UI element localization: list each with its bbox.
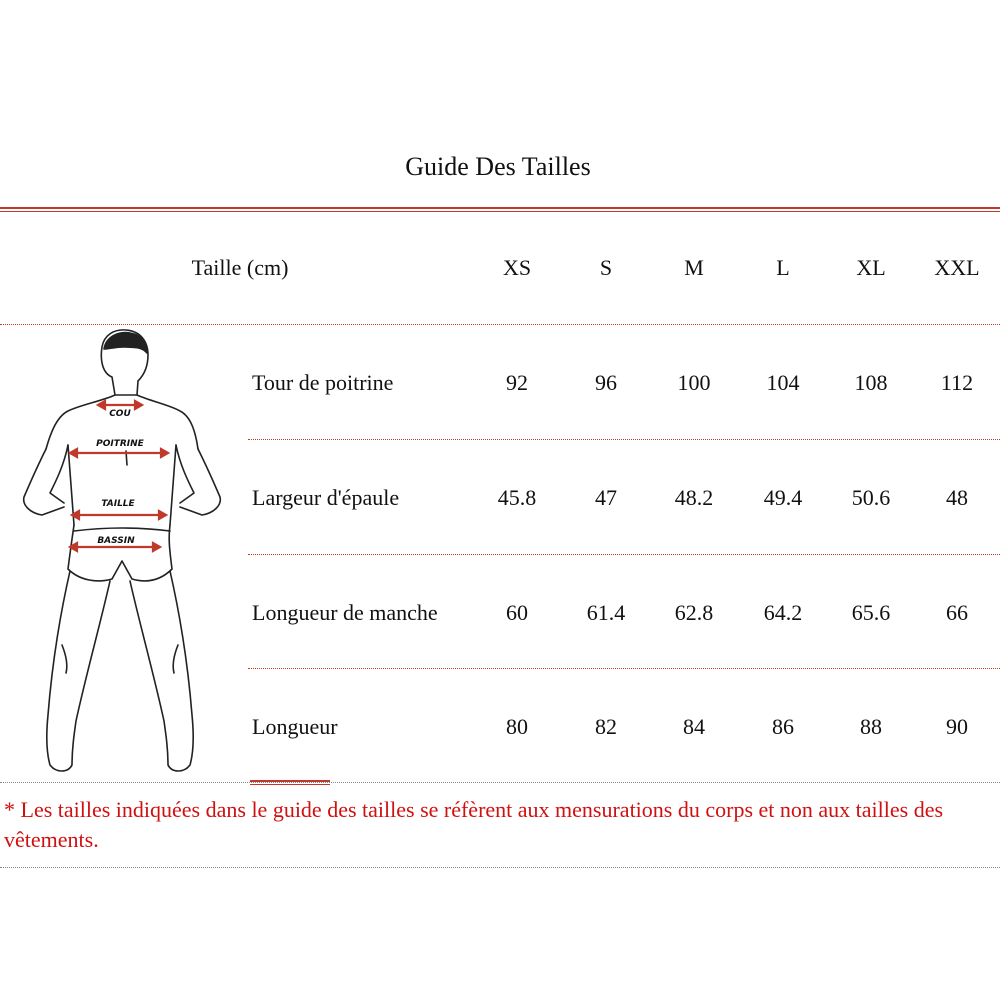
- waist-label: TAILLE: [101, 499, 135, 509]
- title-divider: [0, 207, 1000, 209]
- table-cell: 82: [595, 714, 617, 739]
- table-cell: 50.6: [851, 485, 891, 510]
- row-label: Largeur d'épaule: [252, 485, 400, 510]
- table-cell: 48.2: [674, 485, 714, 510]
- table-cell: 60: [506, 600, 528, 625]
- row-label: Tour de poitrine: [252, 370, 394, 395]
- hips-label: BASSIN: [97, 536, 135, 546]
- table-cell: 84: [683, 714, 705, 739]
- neck-label: COU: [109, 409, 131, 419]
- page-title: Guide Des Tailles: [405, 152, 591, 181]
- table-cell: 61.4: [586, 600, 626, 625]
- size-header-l: L: [776, 255, 790, 280]
- row-divider: [248, 439, 1000, 440]
- table-cell: 92: [506, 370, 528, 395]
- size-header-xl: XL: [856, 255, 886, 280]
- table-cell: 66: [946, 600, 968, 625]
- table-cell: 96: [595, 370, 617, 395]
- body-measurement-figure: [10, 325, 240, 785]
- table-cell: 48: [946, 485, 968, 510]
- chest-label: POITRINE: [96, 439, 144, 449]
- row-divider: [248, 668, 1000, 669]
- table-cell: 90: [946, 714, 968, 739]
- table-cell: 62.8: [674, 600, 714, 625]
- title-divider-2: [0, 211, 1000, 212]
- table-cell: 86: [772, 714, 794, 739]
- size-header-s: S: [599, 255, 613, 280]
- size-header-xxl: XXL: [934, 255, 980, 280]
- table-cell: 65.6: [851, 600, 891, 625]
- table-cell: 104: [766, 370, 800, 395]
- row-divider: [248, 554, 1000, 555]
- size-column-header: Taille (cm): [191, 255, 289, 280]
- table-cell: 108: [854, 370, 888, 395]
- table-cell: 49.4: [763, 485, 803, 510]
- row-label: Longueur: [252, 714, 338, 739]
- size-header-m: M: [684, 255, 704, 280]
- table-cell: 64.2: [763, 600, 803, 625]
- table-cell: 80: [506, 714, 528, 739]
- table-cell: 47: [595, 485, 617, 510]
- size-header-xs: XS: [502, 255, 532, 280]
- table-cell: 100: [677, 370, 711, 395]
- row-label: Longueur de manche: [252, 600, 438, 625]
- table-cell: 88: [860, 714, 882, 739]
- table-cell: 45.8: [497, 485, 537, 510]
- footnote: * Les tailles indiquées dans le guide des tailles se réfèrent aux mensurations du corps et non aux tailles des vêtements.: [4, 797, 944, 852]
- table-cell: 112: [940, 370, 974, 395]
